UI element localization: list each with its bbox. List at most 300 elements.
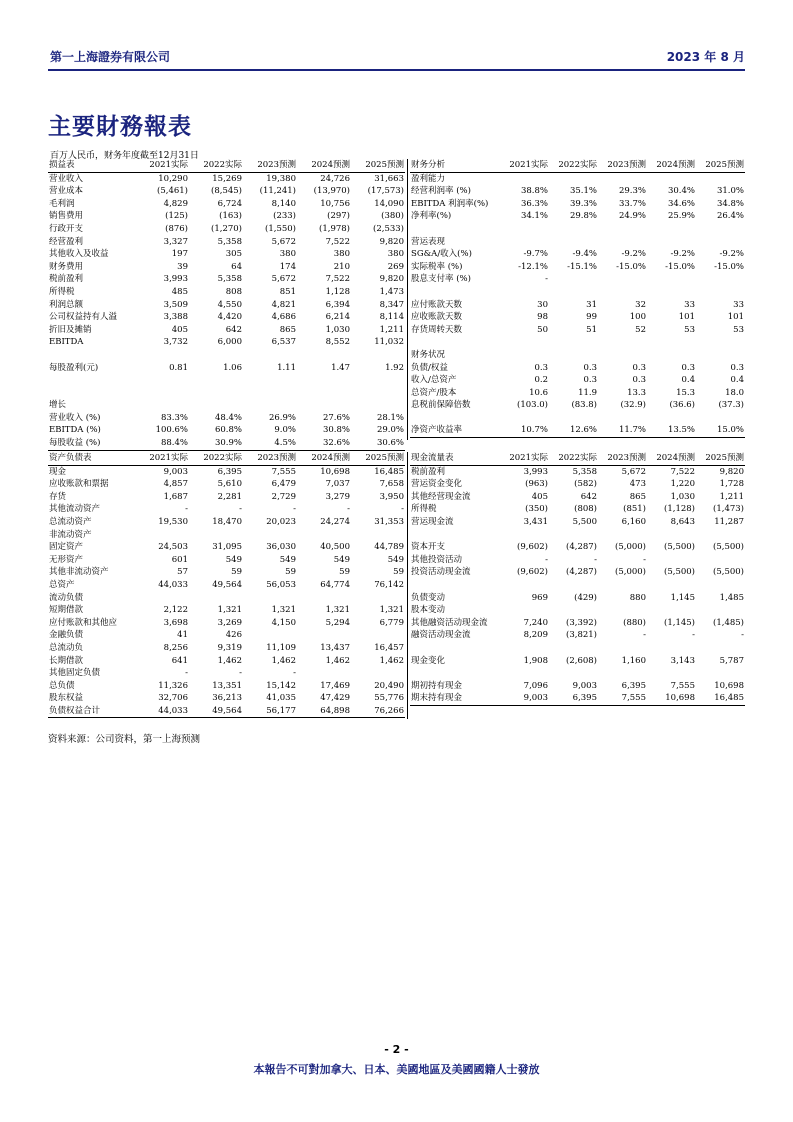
value-cell: [135, 387, 189, 400]
value-cell: 24,503: [158, 542, 188, 553]
value-cell: 5,610: [217, 479, 242, 490]
value-cell: [598, 273, 647, 286]
table-row: [48, 579, 405, 592]
balance-sheet-table: [48, 452, 405, 718]
value-cell: (429): [574, 592, 597, 603]
value-cell: -12.1%: [518, 261, 548, 272]
value-cell: 98: [537, 312, 548, 323]
row-label: 负债/权益: [411, 362, 448, 373]
value-cell: -15.1%: [567, 261, 597, 272]
table-row: [48, 387, 405, 400]
value-cell: 5,500: [572, 516, 597, 527]
value-cell: 20,023: [266, 516, 296, 527]
row-label: 固定资产: [49, 542, 84, 553]
value-cell: 969: [531, 592, 548, 603]
value-cell: 18.0: [725, 387, 744, 398]
value-cell: 473: [629, 479, 646, 490]
table-row: [410, 261, 745, 274]
row-label: 资本开支: [411, 542, 446, 553]
row-label: 金融负债: [49, 630, 84, 641]
value-cell: 6,537: [271, 337, 296, 348]
value-cell: (5,000): [615, 567, 646, 578]
value-cell: 210: [333, 261, 350, 272]
value-cell: 14,090: [374, 198, 404, 209]
value-cell: 6,395: [549, 692, 598, 705]
value-cell: [696, 236, 745, 249]
value-cell: (582): [574, 479, 597, 490]
value-cell: (1,128): [664, 504, 695, 515]
value-cell: 5,787: [719, 655, 744, 666]
value-cell: 405: [531, 491, 548, 502]
row-label: SG&A/收入(%): [411, 249, 472, 260]
row-label: 收入/总资产: [411, 375, 457, 386]
value-cell: -: [545, 554, 548, 565]
value-cell: 6,479: [271, 479, 296, 490]
year-header: 2021实际: [135, 159, 189, 172]
value-cell: 3,732: [163, 337, 188, 348]
value-cell: 3,993: [163, 274, 188, 285]
value-cell: 76,142: [374, 579, 404, 590]
cash-flow-table: [410, 452, 745, 706]
value-cell: 305: [225, 249, 242, 260]
value-cell: 29.3%: [618, 186, 646, 197]
row-label: 营运现金流: [411, 516, 454, 527]
value-cell: [696, 412, 745, 425]
value-cell: 426: [225, 630, 242, 641]
value-cell: [189, 374, 243, 387]
value-cell: 59: [339, 567, 350, 578]
value-cell: 34.8%: [716, 198, 744, 209]
value-cell: (5,500): [664, 567, 695, 578]
value-cell: [598, 236, 647, 249]
table-row: [48, 503, 405, 516]
row-label: 期初持有现金: [411, 680, 463, 691]
value-cell: [549, 336, 598, 349]
value-cell: 10.7%: [500, 424, 549, 437]
value-cell: [243, 399, 297, 412]
table-row: [48, 286, 405, 299]
year-header: 2022实际: [549, 159, 598, 172]
value-cell: 5,358: [217, 236, 242, 247]
row-label: 总资产: [49, 579, 75, 590]
value-cell: -9.4%: [572, 249, 597, 260]
value-cell: -: [401, 504, 404, 515]
value-cell: 2,122: [163, 605, 188, 616]
value-cell: [500, 667, 549, 680]
value-cell: [500, 286, 549, 299]
value-cell: (4,287): [566, 542, 597, 553]
value-cell: [696, 349, 745, 362]
table-title: 资产负债表: [48, 452, 135, 465]
value-cell: (350): [525, 504, 548, 515]
row-label: 融资活动现金流: [411, 630, 471, 641]
value-cell: [647, 642, 696, 655]
table-row: [410, 491, 745, 504]
value-cell: 19,380: [266, 173, 296, 184]
value-cell: [297, 349, 351, 362]
value-cell: 3,431: [523, 516, 548, 527]
table-row: [48, 617, 405, 630]
row-label: [410, 667, 500, 680]
row-label: 其他流动资产: [49, 504, 101, 515]
table-row: [48, 491, 405, 504]
value-cell: 50: [537, 324, 548, 335]
value-cell: 39: [177, 261, 188, 272]
value-cell: 11,326: [158, 680, 188, 691]
value-cell: -: [185, 504, 188, 515]
year-header: 2022实际: [189, 159, 243, 172]
table-row: [410, 579, 745, 592]
value-cell: 2,729: [271, 491, 296, 502]
value-cell: 1,145: [670, 592, 695, 603]
value-cell: [598, 172, 647, 185]
table-row: [48, 248, 405, 261]
year-header: 2024预测: [297, 452, 351, 465]
table-header-row: [48, 452, 405, 465]
income-statement-table: [48, 159, 405, 451]
value-cell: 7,555: [271, 466, 296, 477]
value-cell: [549, 642, 598, 655]
value-cell: 0.3: [681, 362, 695, 373]
value-cell: 8,643: [670, 516, 695, 527]
value-cell: 29.8%: [569, 211, 597, 222]
value-cell: [351, 374, 405, 387]
value-cell: 269: [387, 261, 404, 272]
table-row: [48, 399, 405, 412]
value-cell: -: [692, 630, 695, 641]
value-cell: 4,821: [271, 299, 296, 310]
value-cell: [549, 236, 598, 249]
value-cell: [696, 223, 745, 236]
value-cell: 1,462: [271, 655, 296, 666]
row-label: 其他固定负债: [49, 668, 101, 679]
value-cell: 60.8%: [214, 425, 242, 436]
value-cell: 1,211: [719, 491, 744, 502]
value-cell: [647, 667, 696, 680]
value-cell: 31.0%: [716, 186, 744, 197]
row-label: 股本变动: [411, 605, 446, 616]
value-cell: 549: [279, 554, 296, 565]
value-cell: -: [239, 668, 242, 679]
value-cell: 7,096: [523, 680, 548, 691]
year-header: 2024预测: [647, 159, 696, 172]
value-cell: 19,530: [158, 516, 188, 527]
value-cell: 24.9%: [618, 211, 646, 222]
row-label: 息税前保障倍数: [411, 400, 471, 411]
value-cell: [351, 399, 405, 412]
row-label: 股息支付率 (%): [411, 274, 471, 285]
value-cell: 5,294: [325, 617, 350, 628]
table-row: [410, 248, 745, 261]
value-cell: [297, 374, 351, 387]
value-cell: [647, 236, 696, 249]
value-cell: 6,395: [217, 466, 242, 477]
value-cell: [696, 336, 745, 349]
table-row: [48, 554, 405, 567]
value-cell: (880): [623, 617, 646, 628]
value-cell: (380): [381, 211, 404, 222]
row-label: 现金: [49, 466, 67, 477]
value-cell: 6,000: [217, 337, 242, 348]
table-row: [410, 362, 745, 375]
table-row: [410, 324, 745, 337]
year-header: 2023预测: [243, 452, 297, 465]
row-label: 盈利能力: [411, 173, 446, 184]
table-row: [410, 349, 745, 362]
value-cell: 1,220: [670, 479, 695, 490]
value-cell: [598, 336, 647, 349]
row-label: 折旧及摊销: [49, 324, 92, 335]
year-header: 2025预测: [696, 159, 745, 172]
value-cell: 1.11: [277, 362, 296, 373]
row-label: 投资活动现金流: [411, 567, 471, 578]
value-cell: 3,509: [163, 299, 188, 310]
value-cell: [297, 399, 351, 412]
table-row: [48, 592, 405, 605]
value-cell: [500, 223, 549, 236]
value-cell: [500, 236, 549, 249]
value-cell: 174: [279, 261, 296, 272]
year-header: 2023预测: [598, 452, 647, 465]
table-row: [48, 705, 405, 718]
value-cell: [189, 529, 243, 542]
value-cell: 1,160: [621, 655, 646, 666]
value-cell: [647, 223, 696, 236]
year-header: 2024预测: [297, 159, 351, 172]
value-cell: (3,392): [566, 617, 597, 628]
header-divider: [48, 69, 745, 71]
value-cell: [135, 374, 189, 387]
value-cell: 15.3: [676, 387, 695, 398]
table-row: [48, 299, 405, 312]
row-label: 其他经营现金流: [411, 491, 471, 502]
value-cell: 13,351: [212, 680, 242, 691]
value-cell: 1,321: [325, 605, 350, 616]
year-header: 2022实际: [549, 452, 598, 465]
value-cell: 47,429: [320, 693, 350, 704]
value-cell: 32: [635, 299, 646, 310]
value-cell: [696, 667, 745, 680]
value-cell: 1.06: [223, 362, 242, 373]
table-row: [48, 198, 405, 211]
row-label: 应付账款天数: [411, 299, 463, 310]
value-cell: (1,270): [211, 223, 242, 234]
value-cell: 0.3: [730, 362, 744, 373]
value-cell: (32.9): [620, 400, 646, 411]
row-label: 行政开支: [49, 223, 84, 234]
value-cell: 51: [586, 324, 597, 335]
value-cell: 49,564: [189, 705, 243, 718]
row-label: EBITDA: [49, 337, 84, 348]
column-divider: [407, 452, 408, 719]
value-cell: 851: [279, 286, 296, 297]
value-cell: 880: [629, 592, 646, 603]
row-label: 公司权益持有人溢: [49, 312, 118, 323]
value-cell: -9.7%: [523, 249, 548, 260]
table-row: [410, 617, 745, 630]
value-cell: [647, 172, 696, 185]
value-cell: 32,706: [158, 693, 188, 704]
value-cell: 26.9%: [268, 412, 296, 423]
value-cell: [598, 349, 647, 362]
value-cell: -9.2%: [670, 249, 695, 260]
year-header: 2022实际: [189, 452, 243, 465]
table-row: [48, 412, 405, 425]
value-cell: 8,140: [271, 198, 296, 209]
value-cell: (2,533): [373, 223, 404, 234]
value-cell: 88.4%: [135, 437, 189, 450]
value-cell: 6,214: [325, 312, 350, 323]
table-row: [410, 424, 745, 437]
value-cell: 53: [684, 324, 695, 335]
value-cell: 0.4: [730, 375, 744, 386]
value-cell: 59: [393, 567, 404, 578]
value-cell: (5,500): [664, 542, 695, 553]
value-cell: [696, 172, 745, 185]
value-cell: 10,756: [320, 198, 350, 209]
value-cell: [696, 642, 745, 655]
value-cell: 25.9%: [667, 211, 695, 222]
row-label: 应付账款和其他应: [49, 617, 118, 628]
value-cell: 30.4%: [667, 186, 695, 197]
value-cell: (8,545): [211, 186, 242, 197]
table-row: [410, 172, 745, 185]
table-row: [48, 680, 405, 693]
value-cell: [647, 349, 696, 362]
row-label: 负债变动: [411, 592, 446, 603]
value-cell: 17,469: [320, 680, 350, 691]
table-row: [48, 529, 405, 542]
value-cell: [500, 336, 549, 349]
value-cell: 13.5%: [647, 424, 696, 437]
row-label: 每股收益 (%): [48, 437, 135, 450]
value-cell: 2,281: [217, 491, 242, 502]
value-cell: [351, 529, 405, 542]
value-cell: 7,037: [325, 479, 350, 490]
value-cell: 1,321: [379, 605, 404, 616]
value-cell: 36.3%: [520, 198, 548, 209]
value-cell: [696, 273, 745, 286]
table-row: [48, 604, 405, 617]
table-row: [410, 236, 745, 249]
row-label: 短期借款: [49, 605, 84, 616]
value-cell: 9,820: [719, 466, 744, 477]
row-label: 所得税: [49, 286, 75, 297]
value-cell: (163): [219, 211, 242, 222]
table-row: [48, 424, 405, 437]
value-cell: [549, 604, 598, 617]
row-label: 存货周转天数: [411, 324, 463, 335]
value-cell: 9,319: [217, 642, 242, 653]
value-cell: [351, 629, 405, 642]
value-cell: [598, 667, 647, 680]
table-row: [410, 554, 745, 567]
value-cell: 4,150: [271, 617, 296, 628]
value-cell: [297, 629, 351, 642]
value-cell: [696, 554, 745, 567]
value-cell: (1,145): [664, 617, 695, 628]
value-cell: 0.3: [583, 375, 597, 386]
value-cell: [598, 604, 647, 617]
value-cell: 6,395: [621, 680, 646, 691]
value-cell: [297, 667, 351, 680]
table-row: [410, 478, 745, 491]
value-cell: 34.1%: [520, 211, 548, 222]
value-cell: -15.0%: [665, 261, 695, 272]
row-label: 营业收入 (%): [49, 412, 101, 423]
value-cell: 1,211: [379, 324, 404, 335]
year-header: 2024预测: [647, 452, 696, 465]
value-cell: 3,993: [523, 466, 548, 477]
value-cell: [189, 399, 243, 412]
value-cell: 7,555: [670, 680, 695, 691]
value-cell: (808): [574, 504, 597, 515]
table-row: [48, 541, 405, 554]
value-cell: 3,279: [325, 491, 350, 502]
value-cell: 10,698: [714, 680, 744, 691]
value-cell: 56,177: [243, 705, 297, 718]
value-cell: (37.3): [718, 400, 744, 411]
value-cell: [598, 223, 647, 236]
year-header: 2025预测: [351, 452, 405, 465]
value-cell: [598, 412, 647, 425]
value-cell: 101: [678, 312, 695, 323]
value-cell: [647, 529, 696, 542]
value-cell: [500, 349, 549, 362]
value-cell: 8,347: [379, 299, 404, 310]
value-cell: 1,462: [217, 655, 242, 666]
value-cell: (851): [623, 504, 646, 515]
value-cell: -: [185, 668, 188, 679]
value-cell: 549: [333, 554, 350, 565]
value-cell: 7,522: [325, 236, 350, 247]
value-cell: [549, 273, 598, 286]
value-cell: -9.2%: [621, 249, 646, 260]
value-cell: 44,033: [135, 705, 189, 718]
value-cell: 4,550: [217, 299, 242, 310]
value-cell: 57: [177, 567, 188, 578]
table-row: [410, 374, 745, 387]
row-label: 期末持有现金: [410, 692, 500, 705]
value-cell: (963): [525, 479, 548, 490]
value-cell: [647, 554, 696, 567]
value-cell: 18,470: [212, 516, 242, 527]
value-cell: 641: [171, 655, 188, 666]
value-cell: (876): [165, 223, 188, 234]
value-cell: [549, 286, 598, 299]
value-cell: 38.8%: [520, 186, 548, 197]
value-cell: 10,290: [158, 173, 188, 184]
value-cell: 8,114: [379, 312, 404, 323]
year-header: 2021实际: [135, 452, 189, 465]
value-cell: 1,728: [719, 479, 744, 490]
table-row: [48, 336, 405, 349]
value-cell: [500, 642, 549, 655]
row-label: 营业成本: [49, 186, 84, 197]
row-label: 股东权益: [49, 693, 84, 704]
value-cell: 549: [387, 554, 404, 565]
table-row: [410, 465, 745, 478]
value-cell: 33: [684, 299, 695, 310]
table-row: [410, 198, 745, 211]
value-cell: -: [293, 668, 296, 679]
row-label: 流动负债: [49, 592, 84, 603]
table-row: [410, 311, 745, 324]
value-cell: [243, 387, 297, 400]
value-cell: (36.6): [669, 400, 695, 411]
value-cell: 405: [171, 324, 188, 335]
row-label: 非流动资产: [49, 529, 92, 540]
